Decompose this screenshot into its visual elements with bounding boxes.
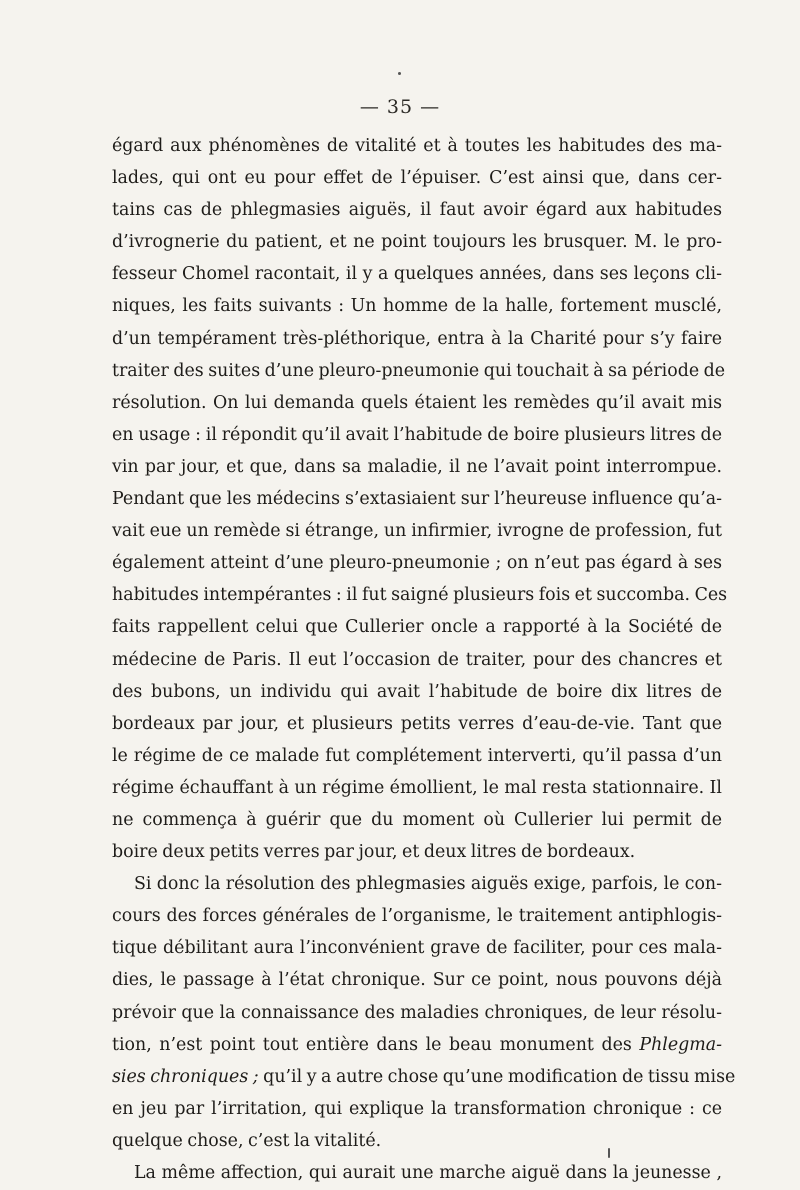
text-line: en usage : il répondit qu’il avait l’habitude de boire plusieurs litres de: [112, 424, 722, 445]
text-line: d’ivrognerie du patient, et ne point toujours les brusquer. M. le pro-: [112, 232, 722, 253]
text-line: tains cas de phlegmasies aiguës, il faut avoir égard aux habitudes: [112, 200, 722, 221]
text-line: traiter des suites d’une pleuro-pneumonie qui touchait à sa période de: [112, 360, 726, 381]
text-line: vait eue un remède si étrange, un infirmier, ivrogne de profession, fut: [112, 521, 722, 542]
text-line: quelque chose, c’est la vitalité.: [112, 1130, 382, 1151]
text-line: habitudes intempérantes : il fut saigné plusieurs fois et succomba. Ces: [112, 585, 728, 606]
text-line: le régime de ce malade fut complétement interverti, qu’il passa d’un: [112, 745, 722, 766]
text-line: dies, le passage à l’état chronique. Sur ce point, nous pouvons déjà: [112, 970, 722, 991]
text-line: lades, qui ont eu pour effet de l’épuiser. C’est ainsi que, dans cer-: [112, 168, 722, 189]
text-line: également atteint d’une pleuro-pneumonie ; on n’eut pas égard à ses: [112, 553, 722, 574]
text-line: en jeu par l’irritation, qui explique la transformation chronique : ce: [112, 1098, 722, 1119]
ink-speck: [608, 1148, 610, 1158]
italic-title: Phlegma-: [639, 1034, 722, 1055]
text-line: des bubons, un individu qui avait l’habitude de boire dix litres de: [112, 681, 722, 702]
text-line: sies chroniques ; qu’il y a autre chose qu’une modification de tissu mise: [112, 1066, 736, 1087]
ink-speck: [398, 72, 401, 75]
text-line: La même affection, qui aurait une marche aiguë dans la jeunesse ,: [134, 1163, 722, 1183]
text-line: bordeaux par jour, et plusieurs petits verres d’eau-de-vie. Tant que: [112, 713, 722, 734]
text-line: régime échauffant à un régime émollient, le mal resta stationnaire. Il: [112, 777, 722, 798]
text-line: Pendant que les médecins s’extasiaient sur l’heureuse influence qu’a-: [112, 489, 722, 510]
italic-title: sies chroniques ;: [112, 1066, 259, 1087]
text-line: prévoir que la connaissance des maladies chroniques, de leur résolu-: [112, 1002, 722, 1023]
text-line: tion, n’est point tout entière dans le beau monument des Phlegma-: [112, 1034, 722, 1055]
text-line: médecine de Paris. Il eut l’occasion de traiter, pour des chancres et: [112, 649, 722, 670]
page-number: — 35 —: [359, 96, 441, 118]
text-line: cours des forces générales de l’organisme, le traitement antiphlogis-: [112, 906, 722, 927]
text-line: niques, les faits suivants : Un homme de la halle, fortement musclé,: [112, 296, 722, 317]
body-text: [112, 130, 736, 1189]
text-line: égard aux phénomènes de vitalité et à toutes les habitudes des ma-: [112, 136, 722, 156]
text-line: fesseur Chomel racontait, il y a quelques années, dans ses leçons cli-: [112, 264, 722, 285]
text-line: vin par jour, et que, dans sa maladie, il ne l’avait point interrompue.: [112, 456, 722, 477]
text-line: Si donc la résolution des phlegmasies aiguës exige, parfois, le con-: [134, 874, 722, 895]
text-line: faits rappellent celui que Cullerier oncle a rapporté à la Société de: [112, 617, 722, 638]
text-line: d’un tempérament très-pléthorique, entra à la Charité pour s’y faire: [112, 328, 722, 349]
text-line: tique débilitant aura l’inconvénient grave de faciliter, pour ces mala-: [112, 938, 722, 959]
text-line: ne commença à guérir que du moment où Cullerier lui permit de: [112, 809, 722, 830]
text-line: boire deux petits verres par jour, et deux litres de bordeaux.: [112, 842, 636, 863]
text-line: résolution. On lui demanda quels étaient les remèdes qu’il avait mis: [112, 392, 722, 413]
